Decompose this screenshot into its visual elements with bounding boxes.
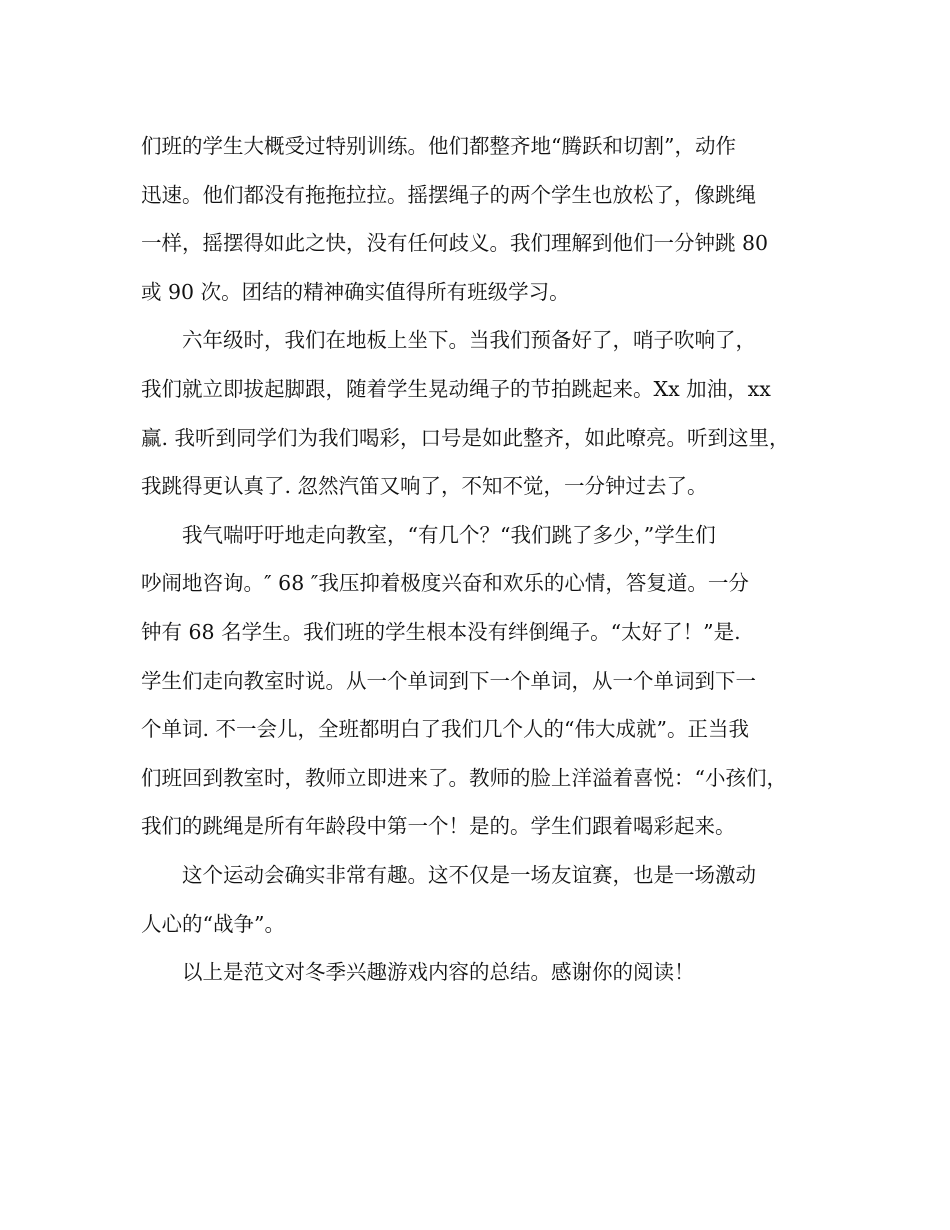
text-line: 我气喘吁吁地走向教室，“有几个？“我们跳了多少，”学生们 — [182, 522, 716, 547]
text-line: 迅速。他们都没有拖拖拉拉。摇摆绳子的两个学生也放松了，像跳绳 — [141, 182, 756, 207]
text-line: 们班回到教室时，教师立即进来了。教师的脸上洋溢着喜悦：“小孩们， — [141, 765, 787, 790]
text-line: 钟有 68 名学生。我们班的学生根本没有绊倒绳子。“太好了！”是. — [141, 619, 741, 644]
text-line: 赢. 我听到同学们为我们喝彩，口号是如此整齐，如此嘹亮。听到这里， — [141, 425, 790, 450]
text-line: 学生们走向教室时说。从一个单词到下一个单词，从一个单词到下一 — [141, 668, 756, 693]
paragraph-3 — [141, 511, 816, 851]
text-line: 吵闹地咨询。″ 68 ″我压抑着极度兴奋和欢乐的心情，答复道。一分 — [141, 571, 749, 596]
paragraph-2 — [141, 316, 816, 510]
text-line: 我跳得更认真了. 忽然汽笛又响了，不知不觉，一分钟过去了。 — [141, 474, 708, 499]
text-line: 或 90 次。团结的精神确实值得所有班级学习。 — [141, 279, 570, 304]
text-line: 人心的“战争”。 — [141, 911, 285, 936]
text-line: 我们就立即拔起脚跟，随着学生晃动绳子的节拍跳起来。Xx 加油，xx — [141, 376, 771, 401]
text-line: 我们的跳绳是所有年龄段中第一个！是的。学生们跟着喝彩起来。 — [141, 814, 736, 839]
text-line: 一样，摇摆得如此之快，没有任何歧义。我们理解到他们一分钟跳 80 — [141, 231, 769, 256]
text-line: 六年级时，我们在地板上坐下。当我们预备好了，哨子吹响了， — [182, 328, 756, 353]
text-line: 个单词. 不一会儿，全班都明白了我们几个人的“伟大成就”。正当我 — [141, 717, 749, 742]
paragraph-5 — [141, 948, 816, 997]
paragraph-4 — [141, 851, 816, 948]
text-line: 以上是范文对冬季兴趣游戏内容的总结。感谢你的阅读！ — [182, 960, 695, 985]
paragraph-1 — [141, 122, 816, 316]
text-line: 们班的学生大概受过特别训练。他们都整齐地“腾跃和切割”，动作 — [141, 134, 736, 158]
document-body — [141, 122, 816, 997]
text-line: 这个运动会确实非常有趣。这不仅是一场友谊赛，也是一场激动 — [182, 862, 756, 887]
